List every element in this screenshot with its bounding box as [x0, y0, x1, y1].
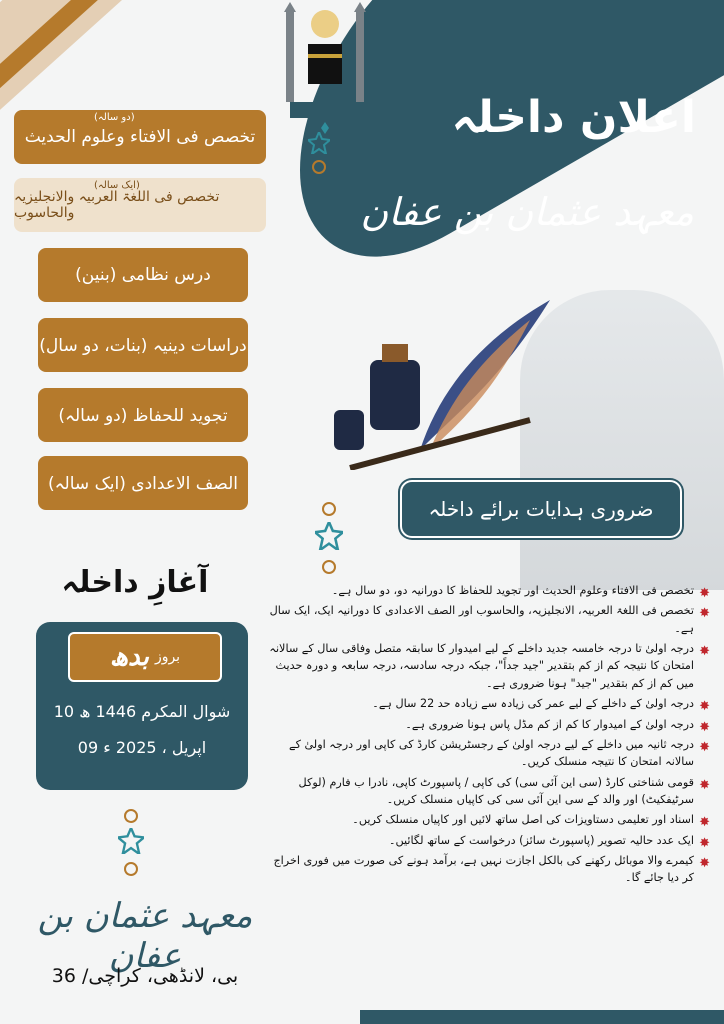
- bullet-icon: ✸: [699, 719, 710, 735]
- institute-calligraphy: معہد عثمان بن عفان: [360, 190, 694, 234]
- ornament-star-icon: [118, 828, 144, 854]
- instruction-item: ✸ درجہ اولیٰ تا درجہ خامسہ جدید داخلے کے لیے امیدوار کا سابقہ متصل وفاقی سال کے سالانہ امتحان کا نتیجہ کم از کم بتقدیر "جید جداً"، جبکہ درجہ سادسہ، درجہ سابعہ و دورہ حدیث میں کم از کم بتقدیر "جید" ہونا ضروری ہے۔: [269, 642, 710, 690]
- program-tajweed: تجوید للحفاظ (دو سالہ): [38, 388, 248, 442]
- footer-institute-calligraphy: معہد عثمان بن عفان: [37, 896, 253, 976]
- instruction-item: ✸ تخصص فی اللغۃ العربیہ، الانجلیزیہ، والحاسوب اور الصف الاعدادی کا دورانیہ ایک، ایک سال ہے۔: [269, 604, 710, 635]
- program-label: تخصص فی الافتاء وعلوم الحدیث: [24, 127, 256, 147]
- bullet-icon: ✸: [699, 699, 710, 715]
- instruction-item: ✸ تخصص فی الافتاء وعلوم الحدیث اور تجوید للحفاظ کا دورانیہ دو، دو سال ہے۔: [262, 582, 710, 599]
- instruction-item: ✸ کیمرے والا موبائل رکھنے کی بالکل اجازت نہیں ہے، برآمد ہونے کی صورت میں فوری اخراج کر دیا جائے گا۔: [273, 854, 710, 885]
- bullet-icon: ✸: [699, 835, 710, 851]
- ornament-star-icon: [315, 522, 343, 550]
- instruction-item: ✸ درجہ ثانیہ میں داخلے کے لیے درجہ اولیٰ کے رجسٹریشن کارڈ کی کاپی اور درجہ اولیٰ کے سالانہ امتحان کا نتیجہ منسلک کریں۔: [289, 737, 710, 769]
- program-dirasat-diniya: دراسات دینیہ (بنات، دو سال): [38, 318, 248, 372]
- gregorian-date: 09 اپریل ، 2025 ء: [77, 738, 207, 757]
- ornament-star-icon: [308, 156, 330, 178]
- admission-start-title: آغازِ داخلہ: [61, 565, 209, 600]
- instruction-item: ✸ قومی شناختی کارڈ (سی این آئی سی) کی کاپی / پاسپورٹ کاپی، نادرا ب فارم (لوکل سرٹیفکیٹ) اور والد کے سی این آئی سی کی کاپیاں منسلک کریں۔: [298, 775, 710, 806]
- bullet-icon: ✸: [699, 644, 710, 660]
- instruction-item: ✸ درجہ اولیٰ کے داخلے کے لیے عمر کی زیادہ سے زیادہ حد 22 سال ہے۔: [262, 695, 710, 712]
- bullet-icon: ✸: [699, 777, 710, 793]
- page-title: اعلان داخلہ: [451, 92, 696, 143]
- footer-bar: [360, 1010, 724, 1024]
- institute-logo: [280, 2, 370, 134]
- ornament-star-icon: [318, 498, 340, 520]
- program-dars-nizami: درس نظامی (بنین): [38, 248, 248, 302]
- program-saf-idadi: الصف الاعدادی (ایک سالہ): [38, 456, 248, 510]
- admission-day: [68, 632, 222, 682]
- bullet-icon: ✸: [699, 606, 710, 622]
- guidelines-heading: ضروری ہدایات برائے داخلہ: [400, 480, 682, 538]
- address: 36 /بی، لانڈھی، کراچی: [51, 965, 239, 987]
- program-duration-tag: (ایک سالہ): [94, 180, 140, 191]
- bullet-icon: ✸: [699, 856, 710, 872]
- instruction-item: ✸ ایک عدد حالیہ تصویر (پاسپورٹ سائز) درخواست کے ساتھ لگائیں۔: [262, 832, 710, 849]
- program-takhassus-ifta: [14, 110, 266, 164]
- day-prefix: بروز: [154, 649, 181, 665]
- program-label: تخصص فی اللغۃ العربیہ والانجلیزیہ والحاسوب: [14, 189, 220, 221]
- program-takhassus-arabic: [14, 178, 266, 232]
- program-duration-tag: (دو سالہ): [94, 112, 135, 123]
- ornament-star-icon: [120, 805, 142, 827]
- bullet-icon: ✸: [699, 815, 710, 831]
- bullet-icon: ✸: [699, 739, 710, 755]
- hijri-date: 10 شوال المکرم 1446 ھ: [53, 702, 231, 721]
- day-name: بدھ: [109, 642, 149, 672]
- instruction-item: ✸ درجہ اولیٰ کے امیدوار کا کم از کم مڈل پاس ہونا ضروری ہے۔: [262, 716, 710, 733]
- ornament-star-icon: [308, 132, 330, 154]
- instructions-list: [262, 582, 710, 890]
- instruction-item: ✸ اسناد اور تعلیمی دستاویزات کی اصل ساتھ لائیں اور کاپیاں منسلک کریں۔: [262, 811, 710, 828]
- bullet-icon: ✸: [699, 586, 710, 601]
- ornament-star-icon: [318, 556, 340, 578]
- quill-ink-illustration: [330, 300, 560, 470]
- ornament-star-icon: [120, 858, 142, 880]
